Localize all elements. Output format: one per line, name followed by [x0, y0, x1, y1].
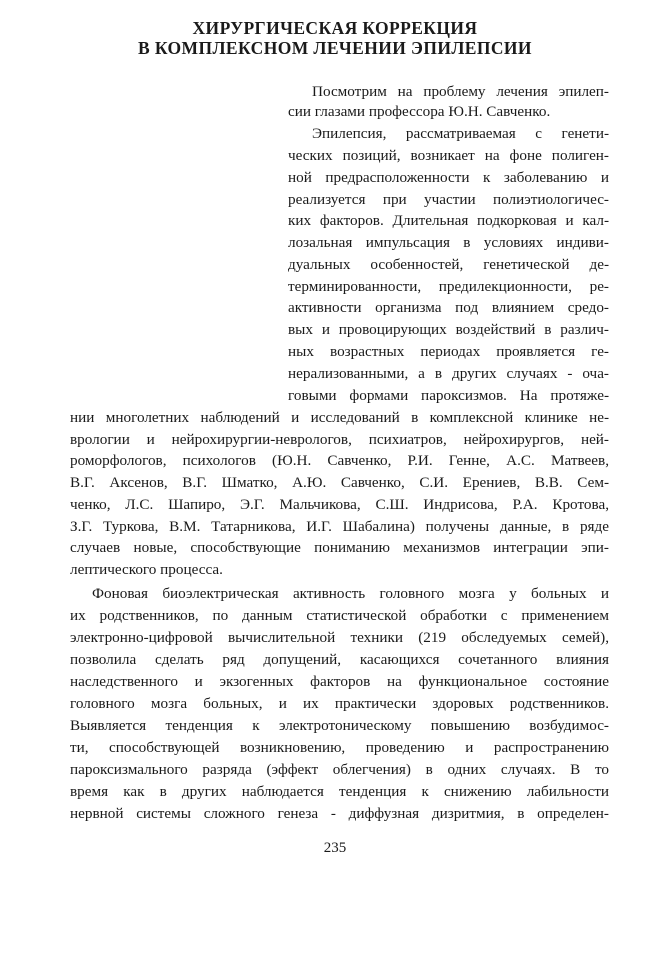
text-line: Фоновая биоэлектрическая активность головного мозга у больных и	[92, 585, 609, 602]
text-line: ной предрасположенности к заболеванию и	[288, 169, 609, 186]
text-line: ных возрастных периодах проявляется ге-	[288, 343, 609, 360]
text-line: реализуется при участии полиэтиологичес-	[288, 191, 609, 208]
text-line: терминированности, предилекционности, ре-	[288, 278, 609, 295]
text-line: врологии и нейрохирургии-неврологов, психиатров, нейрохирургов, ней-	[70, 431, 609, 448]
text-line: позволила сделать ряд допущений, касающихся сочетанного влияния	[70, 651, 609, 668]
text-line: наследственного и экзогенных факторов на функциональное состояние	[70, 673, 609, 690]
text-line: говыми формами пароксизмов. На протяже-	[288, 387, 609, 404]
text-line: время как в других наблюдается тенденция к снижению лабильности	[70, 783, 609, 800]
text-line: нии многолетних наблюдений и исследований в комплексной клинике не-	[70, 409, 609, 426]
text-line: Эпилепсия, рассматриваемая с генети-	[312, 125, 609, 142]
text-line: нервной системы сложного генеза - диффузная дизритмия, в определен-	[70, 805, 609, 822]
text-line: электронно-цифровой вычислительной техники (219 обследуемых семей),	[70, 629, 609, 646]
chapter-title-line-1: ХИРУРГИЧЕСКАЯ КОРРЕКЦИЯ	[192, 18, 478, 38]
text-line: ких факторов. Длительная подкорковая и кал-	[288, 212, 609, 229]
text-line: нерализованными, а в других случаях - оча-	[288, 365, 609, 382]
text-line: пароксизмального разряда (эффект облегчения) в одних случаях. В то	[70, 761, 609, 778]
text-line: случаев новые, способствующие пониманию механизмов интеграции эпи-	[70, 539, 609, 556]
text-line: Посмотрим на проблему лечения эпилеп-	[312, 83, 609, 100]
text-line: роморфологов, психологов (Ю.Н. Савченко, Р.И. Генне, А.С. Матвеев,	[70, 452, 609, 469]
text-line: вых и провоцирующих воздействий в различ-	[288, 321, 609, 338]
text-line: головного мозга больных, и их практически здоровых родственников.	[70, 695, 609, 712]
text-line: активности организма под влиянием средо-	[288, 299, 609, 316]
text-line: дуальных особенностей, генетической де-	[288, 256, 609, 273]
text-line: лозальная импульсация в условиях индиви-	[288, 234, 609, 251]
text-line: В.Г. Аксенов, В.Г. Шматко, А.Ю. Савченко, С.И. Ерениев, В.В. Сем-	[70, 474, 609, 491]
page-number: 235	[323, 840, 347, 856]
text-line: Выявляется тенденция к электротоническому повышению возбудимос-	[70, 717, 609, 734]
text-line: З.Г. Туркова, В.М. Татарникова, И.Г. Шабалина) получены данные, в ряде	[70, 518, 609, 535]
text-line: сии глазами профессора Ю.Н. Савченко.	[288, 103, 551, 120]
text-line: ти, способствующей возникновению, проведению и распространению	[70, 739, 609, 756]
text-line: ческих позиций, возникает на фоне полиген-	[288, 147, 609, 164]
text-line: ченко, Л.С. Шапиро, Э.Г. Мальчикова, С.Ш. Индрисова, Р.А. Кротова,	[70, 496, 609, 513]
text-line: лептического процесса.	[70, 561, 223, 578]
text-line: их родственников, по данным статистической обработки с применением	[70, 607, 609, 624]
chapter-title-line-2: В КОМПЛЕКСНОМ ЛЕЧЕНИИ ЭПИЛЕПСИИ	[138, 38, 532, 58]
